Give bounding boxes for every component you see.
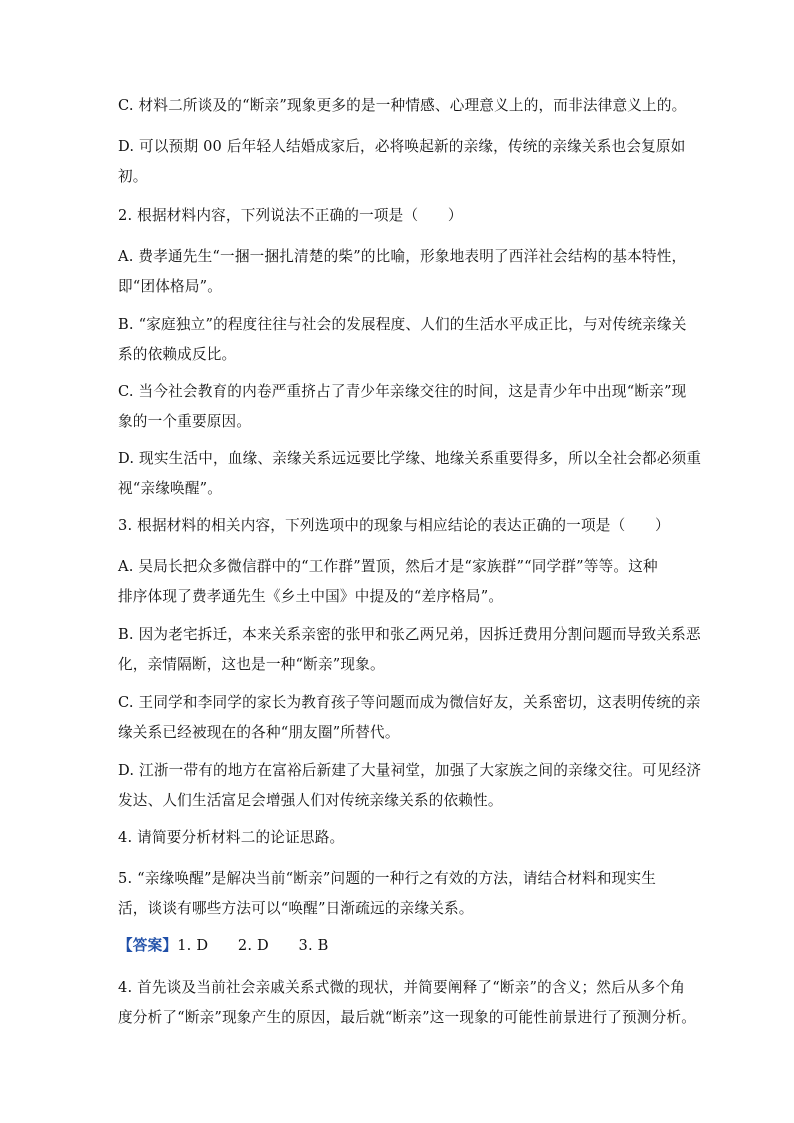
text-line: 象的一个重要原因。 — [118, 412, 252, 430]
text-line: B. “家庭独立”的程度往往与社会的发展程度、人们的生活水平成正比，与对传统亲缘关 — [118, 316, 687, 333]
text-line: D. 可以预期 00 后年轻人结婚成家后，必将唤起新的亲缘，传统的亲缘关系也会复原如 — [118, 138, 686, 155]
text-line: 发达、人们生活富足会增强人们对传统亲缘关系的依赖性。 — [118, 791, 503, 809]
option-a-q3 — [118, 552, 678, 611]
text-line: 化，亲情隔断，这也是一种“断亲”现象。 — [118, 655, 385, 673]
text-line: 3. 根据材料的相关内容，下列选项中的现象与相应结论的表达正确的一项是（ ） — [118, 517, 670, 534]
text-line: C. 王同学和李同学的家长为教育孩子等问题而成为微信好友，关系密切，这表明传统的亲 — [118, 694, 701, 711]
text-line: A. 吴局长把众多微信群中的“工作群”置顶，然后才是“家族群”“同学群”等等。这种 — [118, 558, 658, 575]
text-line: 活，谈谈有哪些方法可以“唤醒”日渐疏远的亲缘关系。 — [118, 899, 474, 917]
text-line: 4. 请简要分析材料二的论证思路。 — [118, 829, 345, 846]
text-line: 5. “亲缘唤醒”是解决当前“断亲”问题的一种行之有效的方法，请结合材料和现实生 — [118, 870, 657, 887]
option-c-q2 — [118, 377, 687, 436]
text-line: 系的依赖成反比。 — [118, 345, 237, 363]
text-line: 2. 根据材料内容，下列说法不正确的一项是（ ） — [118, 207, 463, 224]
option-d-q1 — [118, 132, 686, 191]
option-d-q2 — [118, 444, 702, 503]
text-line: 排序体现了费孝通先生《乡土中国》中提及的“差序格局”。 — [118, 587, 504, 605]
text-line: A. 费孝通先生“一捆一捆扎清楚的柴”的比喻，形象地表明了西洋社会结构的基本特性， — [118, 248, 687, 265]
answer-tag: 【答案】 — [118, 937, 178, 954]
text-line: D. 现实生活中，血缘、亲缘关系远远要比学缘、地缘关系重要得多，所以全社会都必须重 — [118, 450, 702, 467]
option-b-q3 — [118, 620, 701, 679]
option-c-q3 — [118, 688, 701, 747]
text-line: 度分析了“断亲”现象产生的原因，最后就“断亲”这一现象的可能性前景进行了预测分析。 — [118, 1008, 697, 1026]
text-line: C. 材料二所谈及的“断亲”现象更多的是一种情感、心理意义上的，而非法律意义上的。 — [118, 97, 687, 114]
answer-line — [118, 931, 678, 961]
text-line: C. 当今社会教育的内卷严重挤占了青少年亲缘交往的时间，这是青少年中出现“断亲”现 — [118, 383, 687, 400]
text-line: 初。 — [118, 167, 148, 185]
question-5 — [118, 864, 678, 923]
option-a-q2 — [118, 242, 687, 301]
text-line: B. 因为老宅拆迁，本来关系亲密的张甲和张乙两兄弟，因拆迁费用分割问题而导致关系恶 — [118, 626, 701, 643]
text-line: 即“团体格局”。 — [118, 277, 223, 295]
text-line: 4. 首先谈及当前社会亲戚关系式微的现状，并简要阐释了“断亲”的含义；然后从多个角 — [118, 979, 686, 996]
answer-explanation-4 — [118, 973, 697, 1032]
text-line: 视“亲缘唤醒”。 — [118, 479, 223, 497]
question-4 — [118, 823, 678, 853]
option-b-q2 — [118, 310, 687, 369]
answer-row — [118, 931, 678, 961]
answer-text: 1. D 2. D 3. B — [177, 937, 329, 954]
option-c-q1 — [118, 91, 687, 121]
text-line: D. 江浙一带有的地方在富裕后新建了大量祠堂，加强了大家族之间的亲缘交往。可见经济 — [118, 762, 702, 779]
question-3 — [118, 511, 678, 541]
text-line: 缘关系已经被现在的各种“朋友圈”所替代。 — [118, 723, 400, 741]
option-d-q3 — [118, 756, 702, 815]
question-2 — [118, 201, 678, 231]
